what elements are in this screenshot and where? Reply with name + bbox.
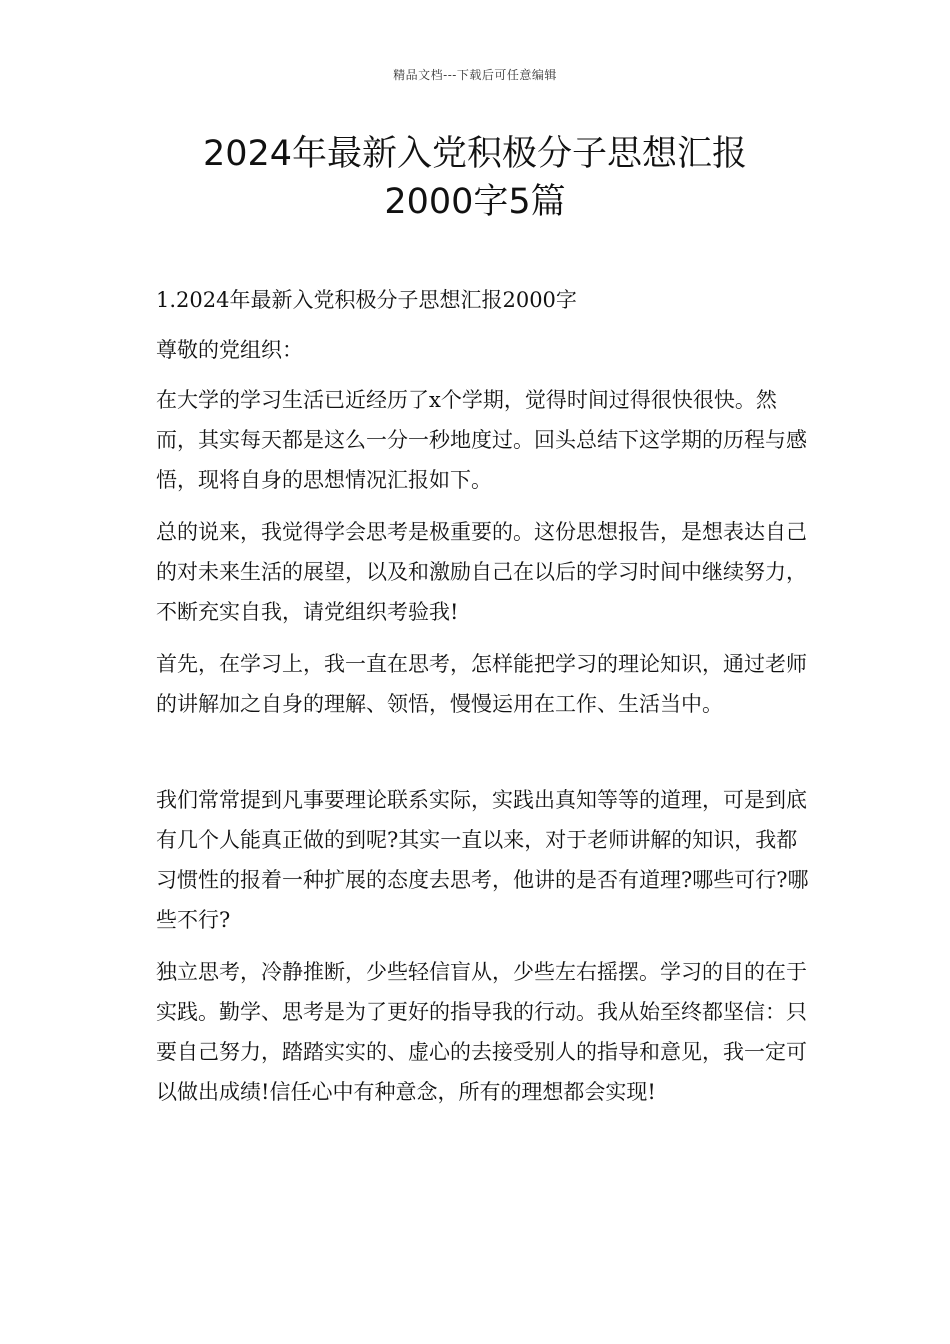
paragraph: 首先，在学习上，我一直在思考，怎样能把学习的理论知识，通过老师的讲解加之自身的理解、领悟，慢慢运用在工作、生活当中。 xyxy=(156,652,807,716)
paragraph: 我们常常提到凡事要理论联系实际，实践出真知等等的道理，可是到底有几个人能真正做的到呢?其实一直以来，对于老师讲解的知识，我都习惯性的报着一种扩展的态度去思考，他讲的是否有道理?哪些可行?哪些不行? xyxy=(156,788,809,932)
document-body xyxy=(146,280,816,1124)
paragraph: 独立思考，冷静推断，少些轻信盲从，少些左右摇摆。学习的目的在于实践。勤学、思考是为了更好的指导我的行动。我从始至终都坚信：只要自己努力，踏踏实实的、虚心的去接受别人的指导和意见，我一定可以做出成绩!信任心中有种意念，所有的理想都会实现! xyxy=(156,960,807,1104)
section-heading: 1.2024年最新入党积极分子思想汇报2000字 xyxy=(156,288,577,312)
document-title xyxy=(60,130,890,226)
title-line-2: 2000字5篇 xyxy=(384,182,566,222)
header-note: 精品文档---下载后可任意编辑 xyxy=(393,68,557,82)
title-line-1: 2024年最新入党积极分子思想汇报 xyxy=(202,134,748,174)
salutation: 尊敬的党组织： xyxy=(156,338,303,362)
paragraph: 总的说来，我觉得学会思考是极重要的。这份思想报告，是想表达自己的对未来生活的展望，以及和激励自己在以后的学习时间中继续努力，不断充实自我，请党组织考验我! xyxy=(156,520,807,624)
paragraph: 在大学的学习生活已近经历了x个学期，觉得时间过得很快很快。然而，其实每天都是这么一分一秒地度过。回头总结下这学期的历程与感悟，现将自身的思想情况汇报如下。 xyxy=(156,388,807,492)
